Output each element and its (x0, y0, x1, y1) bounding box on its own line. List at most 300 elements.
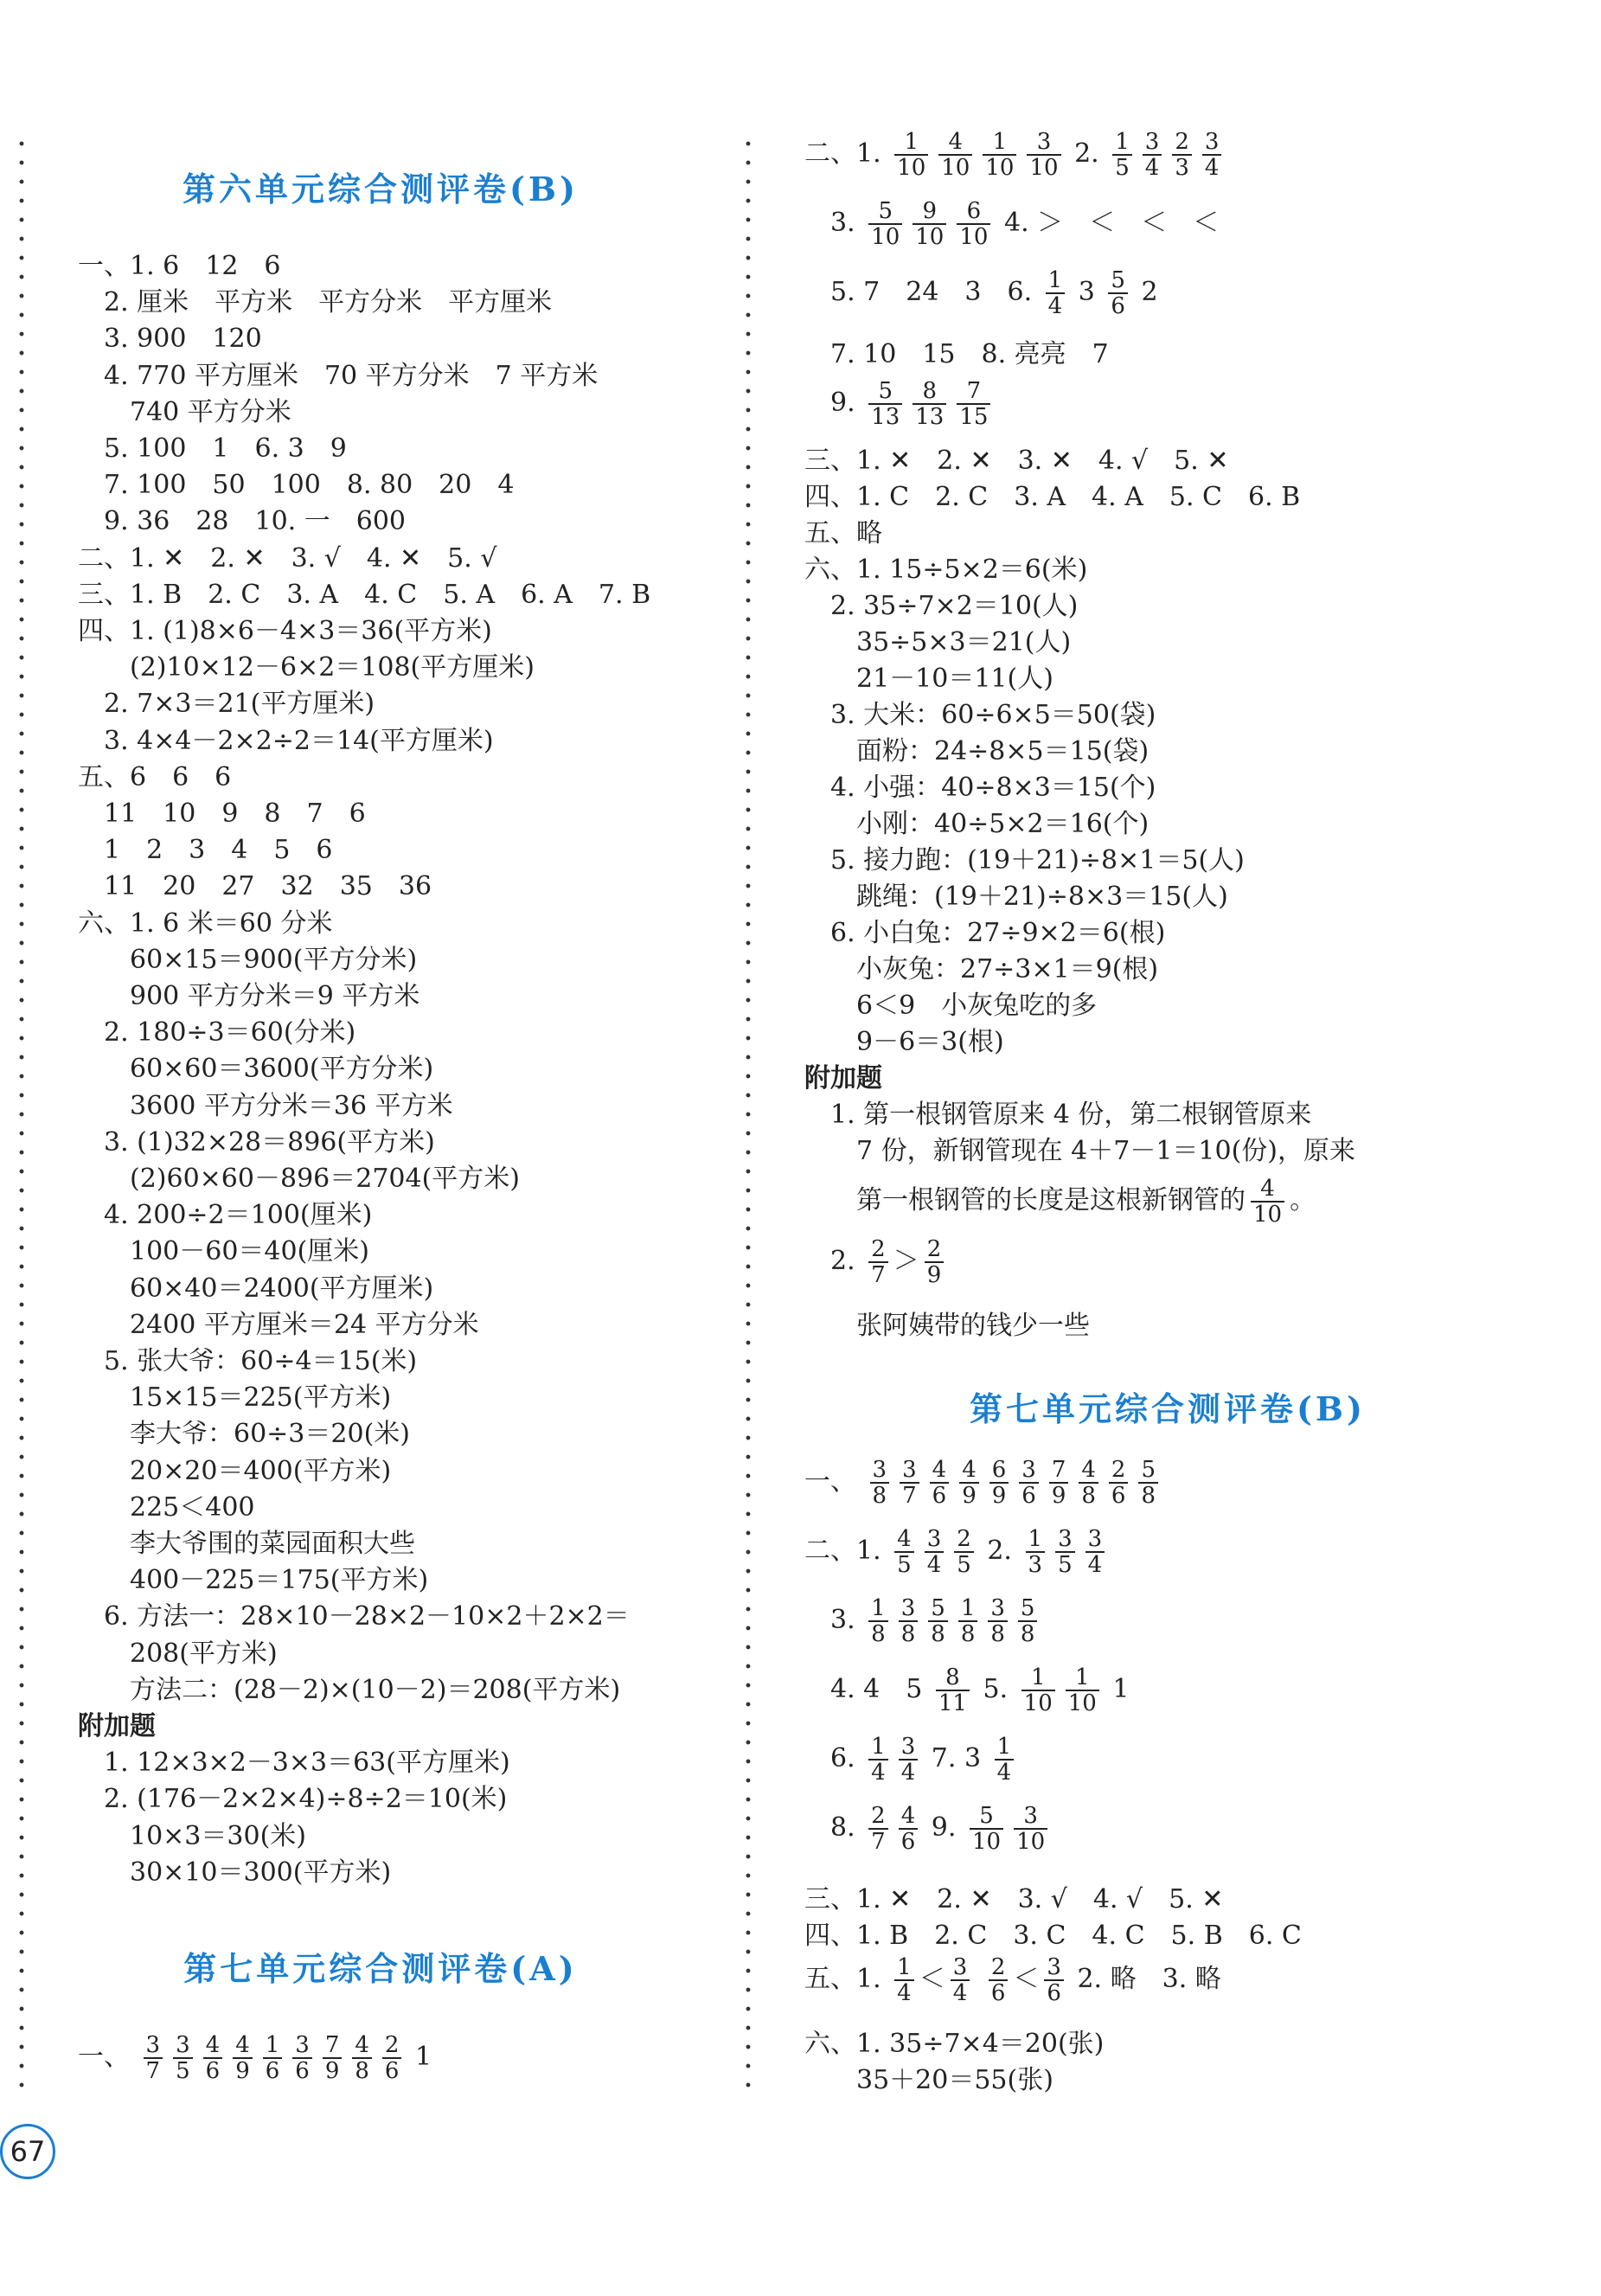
fraction-denominator: 5 (1112, 154, 1132, 180)
fraction-denominator: 6 (382, 2057, 402, 2083)
answer-line: 3. 大米：60÷6×5＝50(袋) (804, 700, 1156, 730)
fraction-denominator: 9 (233, 2057, 253, 2083)
fraction-denominator: 9 (925, 1261, 945, 1287)
answer-line (804, 1735, 1019, 1785)
section-title-6b: 第六单元综合测评卷(B) (182, 170, 580, 208)
fraction-numerator: 3 (1204, 129, 1220, 155)
answer-line: 跳绳：(19＋21)÷8×3＝15(人) (804, 882, 1228, 912)
answer-text: 9. (923, 1812, 964, 1843)
fraction-denominator: 7 (868, 1828, 888, 1854)
fraction-numerator: 3 (1087, 1526, 1103, 1552)
fraction (1018, 1596, 1038, 1646)
answer-line: 21－10＝11(人) (804, 664, 1053, 694)
fraction-numerator: 8 (922, 378, 938, 404)
fraction (894, 1527, 914, 1577)
answer-line: 一、1. 6 12 6 (78, 251, 281, 281)
fraction-denominator: 10 (1021, 1690, 1055, 1716)
fraction-denominator: 4 (995, 1759, 1015, 1785)
answer-line: 李大爷围的菜园面积大些 (78, 1529, 415, 1559)
fraction-denominator: 9 (989, 1482, 1009, 1508)
answer-text: 5. 7 24 3 6. (804, 277, 1041, 307)
answer-text: 4. ＞ ＜ ＜ ＜ (996, 208, 1220, 238)
fraction-denominator: 4 (1046, 292, 1066, 318)
fraction (930, 1458, 950, 1508)
answer-text: 一、 (78, 2042, 138, 2072)
fraction-numerator: 1 (897, 1954, 912, 1980)
fraction-numerator: 8 (945, 1664, 960, 1690)
fraction (958, 1596, 978, 1646)
fraction (870, 1458, 890, 1508)
fraction (989, 1955, 1009, 2005)
answer-line: 附加题 (78, 1711, 156, 1741)
fraction-numerator: 9 (922, 198, 938, 224)
answer-line (804, 1665, 1129, 1716)
fraction (1143, 130, 1162, 180)
fraction (203, 2033, 223, 2083)
fraction-numerator: 3 (1144, 129, 1160, 155)
fraction-denominator: 7 (868, 1261, 888, 1287)
answer-text: 二、1. (804, 1536, 890, 1566)
fraction-denominator: 4 (894, 1979, 914, 2005)
fraction (995, 1735, 1015, 1785)
section-title-7a: 第七单元综合测评卷(A) (183, 1949, 578, 1988)
fraction (1109, 1458, 1129, 1508)
fraction (988, 1596, 1008, 1646)
fraction (382, 2033, 402, 2083)
fraction-numerator: 1 (904, 129, 919, 155)
fraction-denominator: 3 (1172, 154, 1192, 180)
answer-text: ＜ (919, 1964, 945, 1994)
fraction-numerator: 2 (957, 1526, 971, 1552)
answer-line (804, 268, 1158, 318)
answer-line: 1. 12×3×2－3×3＝63(平方厘米) (78, 1748, 510, 1779)
fraction (173, 2033, 193, 2083)
fraction-denominator: 4 (925, 1551, 945, 1577)
answer-line: 四、1. C 2. C 3. A 4. A 5. C 6. B (804, 482, 1301, 512)
fraction (913, 199, 946, 249)
fraction-numerator: 2 (926, 1236, 942, 1262)
fraction (894, 1955, 914, 2005)
answer-text: 五、1. (804, 1964, 890, 1994)
fraction-numerator: 3 (1047, 1954, 1061, 1980)
answer-text: 2. (1066, 138, 1108, 169)
fraction (868, 379, 902, 429)
fraction-denominator: 4 (1202, 154, 1222, 180)
answer-text: 2. 略 3. 略 (1068, 1964, 1221, 1994)
fraction-denominator: 10 (1066, 1690, 1099, 1716)
fraction-denominator: 5 (954, 1551, 974, 1577)
fraction (1112, 130, 1132, 180)
answer-line: 面粉：24÷8×5＝15(袋) (804, 736, 1150, 766)
fraction-numerator: 6 (966, 198, 982, 224)
fraction (970, 1804, 1003, 1854)
fraction-numerator: 4 (1081, 1457, 1096, 1483)
fraction-denominator: 6 (263, 2057, 283, 2083)
section-title-7b: 第七单元综合测评卷(B) (969, 1389, 1367, 1428)
fraction (1049, 1458, 1069, 1508)
answer-line: 2. 厘米 平方米 平方分米 平方厘米 (78, 287, 553, 318)
fraction-denominator: 8 (1018, 1620, 1038, 1646)
fraction-numerator: 7 (1051, 1457, 1066, 1483)
fraction (1027, 130, 1060, 180)
fraction-denominator: 13 (868, 403, 902, 429)
answer-line (804, 1177, 1316, 1227)
fraction (352, 2033, 372, 2083)
fraction-numerator: 3 (1021, 1457, 1036, 1483)
fraction (292, 2033, 312, 2083)
center-dotted-divider (746, 134, 751, 2094)
fraction (936, 1665, 970, 1716)
answer-text: 5. (974, 1674, 1016, 1704)
answer-line: 2. (176－2×2×4)÷8÷2＝10(米) (78, 1784, 508, 1815)
answer-line: 9－6＝3(根) (804, 1027, 1004, 1057)
answer-text: 1 (1104, 1674, 1130, 1704)
fraction-denominator: 4 (868, 1759, 888, 1785)
fraction (323, 2033, 343, 2083)
answer-line: 3. 900 120 (78, 324, 262, 355)
fraction-numerator: 5 (931, 1595, 945, 1621)
fraction-denominator: 11 (936, 1690, 970, 1716)
fraction-denominator: 9 (959, 1482, 979, 1508)
answer-line: 2. 180÷3＝60(分米) (78, 1017, 356, 1049)
fraction-denominator: 8 (868, 1620, 888, 1646)
answer-line: 5. 张大爷：60÷4＝15(米) (78, 1346, 418, 1376)
fraction-denominator: 10 (1027, 154, 1060, 180)
fraction-denominator: 8 (899, 1620, 919, 1646)
answer-line: 李大爷：60÷3＝20(米) (78, 1419, 410, 1450)
answer-line: 三、1. ✕ 2. ✕ 3. √ 4. √ 5. ✕ (804, 1884, 1224, 1914)
fraction-denominator: 13 (913, 403, 946, 429)
fraction-denominator: 5 (894, 1551, 914, 1577)
fraction (1138, 1458, 1158, 1508)
answer-line: 4. 小强：40÷8×3＝15(个) (804, 773, 1156, 803)
fraction (957, 379, 990, 429)
fraction-denominator: 5 (1055, 1551, 1075, 1577)
answer-line: 五、略 (804, 518, 882, 548)
answer-line: 208(平方米) (78, 1638, 278, 1669)
answer-line: 7 份，新钢管现在 4＋7－1＝10(份)，原来 (804, 1136, 1356, 1166)
answer-text: 3. (804, 1605, 864, 1635)
fraction-denominator: 4 (951, 1979, 970, 2005)
fraction-denominator: 5 (173, 2057, 193, 2083)
answer-text: 第一根钢管的长度是这根新钢管的 (804, 1185, 1246, 1215)
fraction-denominator: 6 (989, 1979, 1009, 2005)
answer-line: 1. 第一根钢管原来 4 份，第二根钢管原来 (804, 1100, 1312, 1130)
answer-line: (2)60×60－896＝2704(平方米) (78, 1164, 520, 1194)
fraction (983, 130, 1016, 180)
fraction-denominator: 7 (144, 2057, 163, 2083)
fraction (1066, 1665, 1099, 1716)
fraction-numerator: 4 (897, 1526, 912, 1552)
fraction (1014, 1804, 1047, 1854)
fraction (1172, 130, 1192, 180)
fraction (1055, 1527, 1075, 1577)
answer-line: 三、1. B 2. C 3. A 4. C 5. A 6. A 7. B (78, 579, 651, 610)
answer-line: 三、1. ✕ 2. ✕ 3. ✕ 4. √ 5. ✕ (804, 446, 1229, 476)
answer-text: 8. (804, 1812, 864, 1843)
answer-line: 60×15＝900(平方分米) (78, 944, 418, 975)
answer-text: 2. (804, 1246, 864, 1276)
fraction-numerator: 1 (1028, 1526, 1043, 1552)
answer-line: 四、1. B 2. C 3. C 4. C 5. B 6. C (804, 1921, 1302, 1951)
fraction (263, 2033, 283, 2083)
fraction-numerator: 2 (871, 1236, 886, 1262)
answer-line: 二、1. ✕ 2. ✕ 3. √ 4. ✕ 5. √ (78, 542, 497, 574)
fraction-numerator: 3 (176, 2032, 190, 2058)
fraction (144, 2033, 163, 2083)
fraction-numerator: 1 (992, 129, 1008, 155)
answer-line: 20×20＝400(平方米) (78, 1455, 392, 1486)
fraction-numerator: 4 (932, 1457, 947, 1483)
fraction-numerator: 2 (384, 2032, 400, 2058)
fraction (925, 1527, 945, 1577)
fraction (954, 1527, 974, 1577)
answer-line: 900 平方分米＝9 平方米 (78, 981, 420, 1011)
answer-line (804, 1596, 1042, 1646)
answer-line: 225＜400 (78, 1491, 255, 1523)
fraction-denominator: 6 (1109, 1482, 1129, 1508)
answer-text: 2. (978, 1536, 1021, 1566)
fraction (868, 1237, 888, 1287)
fraction-numerator: 6 (991, 1457, 1007, 1483)
fraction (868, 1735, 888, 1785)
fraction-denominator: 15 (957, 403, 990, 429)
answer-line: 6＜9 小灰兔吃的多 (804, 991, 1098, 1021)
fraction-numerator: 5 (1111, 267, 1125, 293)
fraction-denominator: 9 (1049, 1482, 1069, 1508)
fraction-denominator: 10 (894, 154, 928, 180)
answer-line: 附加题 (804, 1063, 882, 1093)
answer-line: 5. 100 1 6. 3 9 (78, 433, 347, 464)
fraction-numerator: 3 (295, 2032, 310, 2058)
answer-line: 3. (1)32×28＝896(平方米) (78, 1126, 435, 1158)
fraction-denominator: 10 (1251, 1201, 1284, 1227)
answer-line (804, 1458, 1163, 1508)
fraction (928, 1596, 948, 1646)
fraction (868, 1804, 888, 1854)
fraction-numerator: 7 (966, 378, 982, 404)
fraction (989, 1458, 1009, 1508)
fraction-numerator: 3 (990, 1595, 1005, 1621)
answer-line: 10×3＝30(米) (78, 1820, 306, 1851)
answer-line (804, 1527, 1110, 1577)
fraction-denominator: 10 (970, 1828, 1003, 1854)
fraction-numerator: 1 (265, 2032, 280, 2058)
fraction-numerator: 2 (990, 1954, 1006, 1980)
fraction-numerator: 5 (979, 1803, 994, 1829)
fraction (900, 1458, 919, 1508)
fraction-numerator: 1 (1047, 267, 1063, 293)
answer-line (804, 379, 996, 429)
answer-line: (2)10×12－6×2＝108(平方厘米) (78, 652, 535, 683)
fraction-denominator: 8 (988, 1620, 1008, 1646)
answer-text (975, 1964, 983, 1994)
fraction-numerator: 3 (1023, 1803, 1038, 1829)
answer-line (804, 1237, 949, 1287)
fraction-denominator: 7 (900, 1482, 919, 1508)
answer-line (804, 1804, 1053, 1854)
fraction-denominator: 10 (957, 223, 990, 249)
fraction-numerator: 3 (900, 1595, 916, 1621)
answer-line: 35÷5×3＝21(人) (804, 627, 1072, 657)
fraction-denominator: 10 (868, 223, 902, 249)
fraction (925, 1237, 945, 1287)
answer-line: 4. 200÷2＝100(厘米) (78, 1200, 373, 1231)
fraction-numerator: 1 (960, 1595, 976, 1621)
fraction-numerator: 5 (878, 198, 893, 224)
fraction-denominator: 9 (323, 2057, 343, 2083)
answer-line: 7. 10 15 8. 亮亮 7 (804, 339, 1109, 369)
fraction-denominator: 10 (983, 154, 1016, 180)
answer-text: 2 (1132, 277, 1158, 307)
answer-line (804, 199, 1219, 249)
fraction (913, 379, 946, 429)
fraction (1021, 1665, 1055, 1716)
fraction-numerator: 3 (900, 1734, 916, 1760)
fraction-denominator: 6 (203, 2057, 223, 2083)
answer-line: 1 2 3 4 5 6 (78, 835, 333, 866)
fraction-numerator: 4 (948, 129, 964, 155)
fraction (1026, 1527, 1046, 1577)
fraction-numerator: 1 (1030, 1664, 1046, 1690)
answer-line (804, 130, 1226, 180)
fraction-denominator: 4 (1085, 1551, 1105, 1577)
fraction (899, 1596, 919, 1646)
fraction (957, 199, 990, 249)
fraction (1079, 1458, 1098, 1508)
fraction (1046, 268, 1066, 318)
answer-line: 四、1. (1)8×6－4×3＝36(平方米) (78, 616, 492, 646)
answer-line: 100－60＝40(厘米) (78, 1236, 370, 1267)
fraction-numerator: 3 (872, 1457, 887, 1483)
answer-line: 2400 平方厘米＝24 平方分米 (78, 1309, 479, 1340)
fraction-numerator: 5 (1020, 1595, 1035, 1621)
answer-text: 1 (407, 2042, 432, 2072)
fraction-numerator: 1 (1075, 1664, 1090, 1690)
fraction-denominator: 8 (870, 1482, 890, 1508)
answer-text: 一、 (804, 1466, 865, 1497)
answer-text: 4. 4 5 (804, 1674, 931, 1704)
fraction-numerator: 4 (900, 1803, 916, 1829)
fraction-numerator: 2 (1175, 129, 1189, 155)
fraction (938, 130, 972, 180)
fraction (959, 1458, 979, 1508)
answer-text: ＞ (893, 1246, 919, 1276)
fraction (1108, 268, 1128, 318)
answer-line: 小刚：40÷5×2＝16(个) (804, 809, 1150, 839)
fraction-denominator: 6 (1019, 1482, 1039, 1508)
answer-line: 六、1. 35÷7×4＝20(张) (804, 2029, 1105, 2059)
fraction-numerator: 4 (1260, 1176, 1275, 1202)
fraction-numerator: 1 (871, 1595, 886, 1621)
fraction (894, 130, 928, 180)
answer-line: 5. 接力跑：(19＋21)÷8×1＝5(人) (804, 845, 1245, 875)
fraction-numerator: 1 (1115, 129, 1130, 155)
fraction (1085, 1527, 1105, 1577)
fraction-numerator: 4 (355, 2032, 369, 2058)
fraction-denominator: 10 (1014, 1828, 1047, 1854)
fraction-denominator: 8 (1138, 1482, 1158, 1508)
answer-line: 3. 4×4－2×2÷2＝14(平方厘米) (78, 725, 494, 756)
fraction (1019, 1458, 1039, 1508)
page-number: 67 (0, 2124, 55, 2179)
answer-row-7a-q1 (78, 2033, 432, 2083)
answer-line: 6. 方法一：28×10－28×2－10×2＋2×2＝ (78, 1601, 630, 1632)
fraction-denominator: 6 (899, 1828, 919, 1854)
answer-line: 2. 7×3＝21(平方厘米) (78, 689, 375, 720)
fraction (868, 1596, 888, 1646)
answer-line: 张阿姨带的钱少一些 (804, 1311, 1090, 1341)
answer-line: 60×60＝3600(平方分米) (78, 1054, 434, 1085)
fraction (868, 199, 902, 249)
fraction-numerator: 1 (871, 1734, 886, 1760)
answer-line: 9. 36 28 10. 一 600 (78, 506, 407, 537)
fraction (899, 1804, 919, 1854)
answer-text: 7. 3 (923, 1743, 989, 1773)
answer-line: 400－225＝175(平方米) (78, 1565, 429, 1596)
fraction-denominator: 6 (292, 2057, 312, 2083)
fraction-denominator: 6 (930, 1482, 950, 1508)
fraction-denominator: 8 (1079, 1482, 1098, 1508)
answer-text: 二、1. (804, 138, 890, 169)
answer-line: 六、1. 15÷5×2＝6(米) (804, 555, 1088, 585)
fraction-denominator: 3 (1026, 1551, 1046, 1577)
answer-line: 60×40＝2400(平方厘米) (78, 1273, 434, 1304)
answer-line (804, 1955, 1221, 2005)
answer-line: 6. 小白兔：27÷9×2＝6(根) (804, 918, 1166, 948)
answer-line: 11 20 27 32 35 36 (78, 871, 432, 902)
answer-line: 4. 770 平方厘米 70 平方分米 7 平方米 (78, 360, 599, 391)
fraction (951, 1955, 970, 2005)
fraction (1251, 1177, 1284, 1227)
fraction-numerator: 3 (952, 1954, 968, 1980)
answer-line: 11 10 9 8 7 6 (78, 798, 366, 829)
fraction-denominator: 10 (913, 223, 946, 249)
answer-line: 方法二：(28－2)×(10－2)＝208(平方米) (78, 1674, 621, 1705)
left-dotted-border (19, 134, 24, 2094)
answer-line: 小灰兔：27÷3×1＝9(根) (804, 954, 1159, 984)
fraction-numerator: 2 (1111, 1457, 1126, 1483)
fraction (1202, 130, 1222, 180)
answer-line: 30×10＝300(平方米) (78, 1857, 392, 1888)
fraction (1044, 1955, 1064, 2005)
fraction-numerator: 1 (996, 1734, 1012, 1760)
fraction-numerator: 3 (145, 2032, 161, 2058)
answer-text: 6. (804, 1743, 864, 1773)
answer-text: 3 (1070, 277, 1104, 307)
fraction-denominator: 10 (938, 154, 972, 180)
fraction-denominator: 8 (928, 1620, 948, 1646)
fraction-numerator: 3 (1036, 129, 1052, 155)
fraction-denominator: 8 (352, 2057, 372, 2083)
answer-line: 35＋20＝55(张) (804, 2065, 1053, 2095)
fraction-numerator: 4 (235, 2032, 250, 2058)
fraction-numerator: 5 (1141, 1457, 1156, 1483)
answer-text: 。 (1290, 1185, 1316, 1215)
fraction-numerator: 3 (926, 1526, 942, 1552)
fraction-numerator: 4 (205, 2032, 221, 2058)
fraction-numerator: 3 (1058, 1526, 1073, 1552)
fraction (899, 1735, 919, 1785)
answer-text: 9. (804, 388, 864, 418)
answer-line: 7. 100 50 100 8. 80 20 4 (78, 470, 515, 501)
fraction-numerator: 3 (902, 1457, 917, 1483)
fraction-numerator: 2 (871, 1803, 886, 1829)
answer-line: 2. 35÷7×2＝10(人) (804, 591, 1079, 621)
fraction-denominator: 4 (899, 1759, 919, 1785)
fraction (233, 2033, 253, 2083)
fraction-numerator: 7 (324, 2032, 340, 2058)
